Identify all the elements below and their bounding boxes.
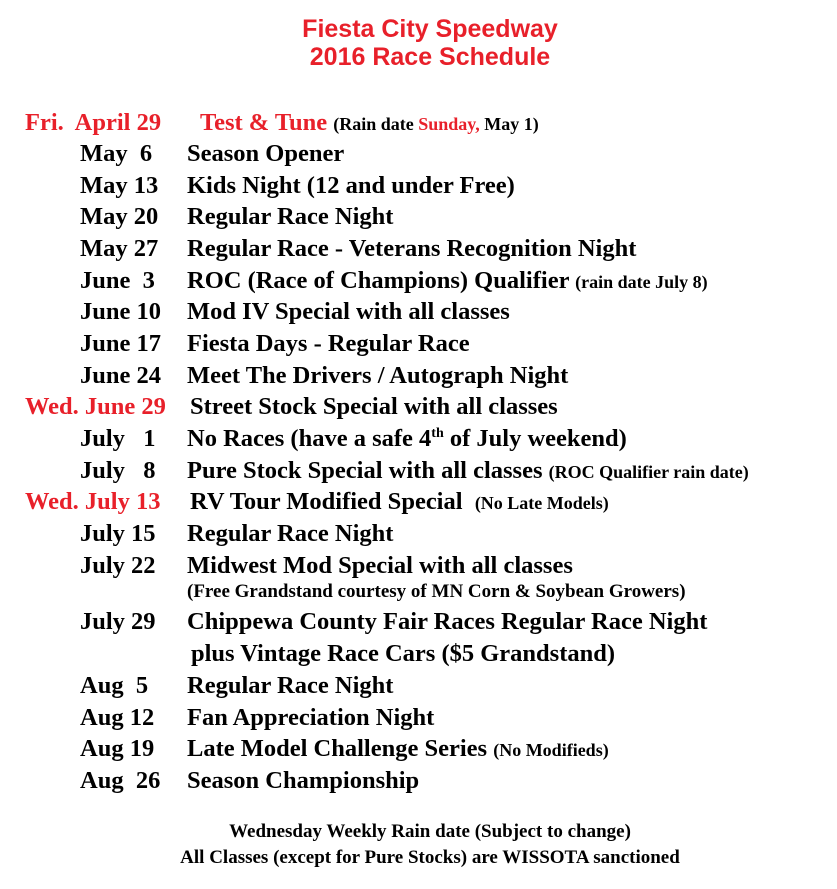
schedule-event: Chippewa County Fair Races Regular Race Night (187, 608, 708, 635)
schedule-event: Test & Tune (Rain date Sunday, May 1) (200, 109, 539, 136)
schedule-date: May 20 (80, 203, 159, 230)
schedule-event: Season Opener (187, 140, 345, 167)
schedule-event: Street Stock Special with all classes (190, 393, 558, 420)
schedule-date: Aug 26 (80, 767, 161, 794)
schedule-note: (ROC Qualifier rain date) (548, 462, 749, 482)
schedule-subline: plus Vintage Race Cars ($5 Grandstand) (191, 640, 616, 667)
page-subtitle: 2016 Race Schedule (309, 43, 551, 71)
page-title: Fiesta City Speedway (302, 15, 558, 43)
schedule-date: June 24 (80, 362, 162, 389)
schedule-subnote: (Free Grandstand courtesy of MN Corn & Soybean Growers) (187, 581, 686, 602)
schedule-event: Pure Stock Special with all classes (ROC Qualifier rain date) (187, 457, 749, 484)
schedule-date: Fri. April 29 (25, 109, 162, 136)
schedule-note: (rain date July 8) (575, 272, 708, 292)
schedule-event: Regular Race Night (187, 203, 394, 230)
schedule-event: No Races (have a safe 4th of July weekend) (187, 425, 627, 452)
schedule-date: Wed. June 29 (25, 393, 166, 420)
schedule-date: July 22 (80, 552, 156, 579)
schedule-date: May 13 (80, 172, 159, 199)
schedule-date: May 6 (80, 140, 153, 167)
schedule-event: Meet The Drivers / Autograph Night (187, 362, 569, 389)
schedule-date: July 29 (80, 608, 156, 635)
schedule-event: Regular Race Night (187, 672, 394, 699)
schedule-date: Aug 19 (80, 735, 155, 762)
schedule-note: (No Late Models) (474, 493, 609, 513)
schedule-date: June 17 (80, 330, 162, 357)
schedule-date: Aug 12 (80, 704, 155, 731)
schedule-date: July 8 (80, 457, 156, 484)
schedule-event: ROC (Race of Champions) Qualifier (rain date July 8) (187, 267, 708, 294)
schedule-date: Aug 5 (80, 672, 149, 699)
schedule-event: Regular Race Night (187, 520, 394, 547)
schedule-event: RV Tour Modified Special (No Late Models) (190, 488, 609, 515)
schedule-event: Mod IV Special with all classes (187, 298, 510, 325)
schedule-note: (No Modifieds) (493, 740, 609, 760)
schedule-event: Kids Night (12 and under Free) (187, 172, 515, 199)
schedule-date: Wed. July 13 (25, 488, 161, 515)
schedule-date: July 15 (80, 520, 156, 547)
schedule-event: Late Model Challenge Series (No Modifieds) (187, 735, 609, 762)
schedule-date: June 10 (80, 298, 162, 325)
schedule-date: May 27 (80, 235, 159, 262)
schedule-date: June 3 (80, 267, 155, 294)
schedule-event: Season Championship (187, 767, 420, 794)
footer-rain-date: Wednesday Weekly Rain date (Subject to change) (229, 821, 631, 842)
schedule-event: Fiesta Days - Regular Race (187, 330, 470, 357)
schedule-date: July 1 (80, 425, 156, 452)
schedule-event: Regular Race - Veterans Recognition Night (187, 235, 637, 262)
schedule-event: Fan Appreciation Night (187, 704, 435, 731)
footer-sanction: All Classes (except for Pure Stocks) are WISSOTA sanctioned (180, 847, 680, 868)
schedule-event: Midwest Mod Special with all classes (187, 552, 573, 579)
